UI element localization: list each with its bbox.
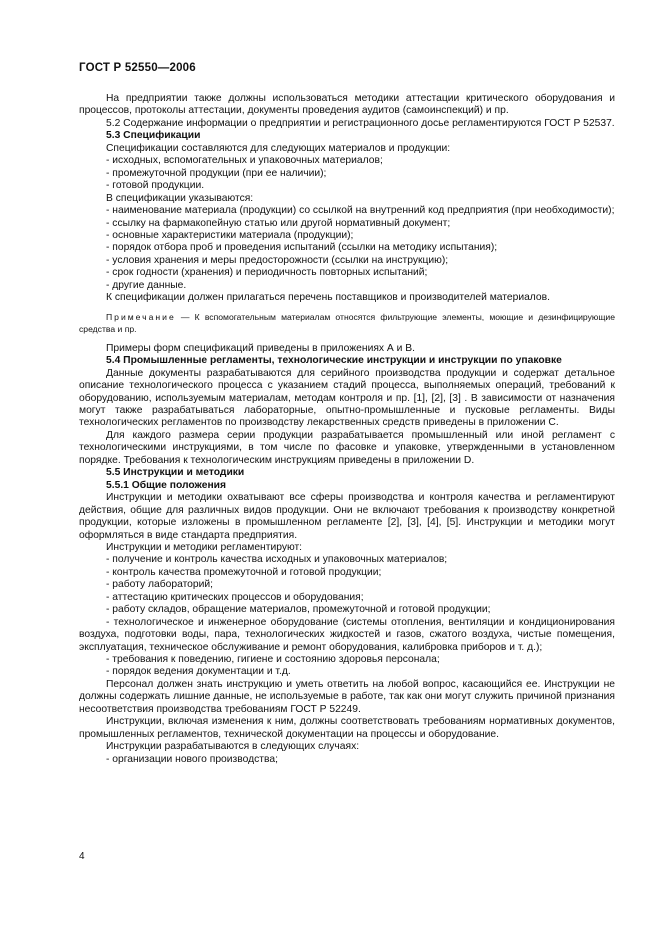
note-text: — К вспомогательным материалам относятся фильтрующие элементы, моющие и дезинфицирующие средства и пр. — [79, 311, 615, 334]
paragraph: На предприятии также должны использоваться методики аттестации критического оборудования и процессов, протоколы аттестации, документы проведения аудитов (самоинспекций) и пр. — [79, 93, 615, 117]
paragraph: Инструкции, включая изменения к ним, должны соответствовать требованиям нормативных документов, промышленных регламентов, технической документации на процессы и оборудование. — [79, 716, 615, 740]
paragraph: В спецификации указываются: — [106, 192, 254, 204]
paragraph: Примеры форм спецификаций приведены в приложениях А и В. — [106, 342, 416, 354]
paragraph: 5.2 Содержание информации о предприятии и регистрационного досье регламентируются ГОСТ Р 52537. — [106, 117, 615, 129]
list-item: - промежуточной продукции (при ее наличии); — [106, 167, 327, 179]
paragraph: Инструкции и методики охватывают все сферы производства и контроля качества и регламентируют действия, общие для различных видов продукции. Они не включают требования к производству конкретной продукции, которые изложены в промышленном регламенте [2], [3], [4], [5]. Инструкции и методики могут оформляться в виде стандарта предприятия. — [79, 492, 615, 541]
list-item: - исходных, вспомогательных и упаковочных материалов; — [106, 155, 383, 167]
paragraph: Инструкции и методики регламентируют: — [106, 541, 303, 553]
list-item: - порядок ведения документации и т.д. — [106, 666, 291, 678]
list-item: - технологическое и инженерное оборудование (системы отопления, вентиляции и кондиционирования воздуха, подготовки воды, пара, технологических жидкостей и газов, сжатого воздуха, чистые помещения, эксплуатация, техническое обслуживание и ремонт оборудования, калибровка приборов и т. д.); — [79, 616, 615, 653]
section-heading-5-3: 5.3 Спецификации — [106, 130, 201, 142]
note — [79, 311, 615, 335]
list-item: - наименование материала (продукции) со ссылкой на внутренний код предприятия (при необходимости); — [106, 205, 615, 217]
list-item: - работу складов, обращение материалов, промежуточной и готовой продукции; — [106, 604, 491, 616]
list-item: - условия хранения и меры предосторожности (ссылки на инструкцию); — [106, 254, 449, 266]
section-heading-5-4: 5.4 Промышленные регламенты, технологические инструкции и инструкции по упаковке — [106, 355, 562, 367]
list-item: - срок годности (хранения) и периодичность повторных испытаний; — [106, 267, 428, 279]
note-label: Примечание — [106, 311, 176, 322]
section-heading-5-5: 5.5 Инструкции и методики — [106, 467, 245, 479]
list-item: - требования к поведению, гигиене и состоянию здоровья персонала; — [106, 654, 440, 666]
paragraph: Для каждого размера серии продукции разрабатывается промышленный или иной регламент с технологическими инструкциями, в том числе по фасовке и упаковке, утвержденными в установленном порядке. Требования к технологическим инструкциям приведены в приложении D. — [79, 429, 615, 466]
paragraph: Персонал должен знать инструкцию и уметь ответить на любой вопрос, касающийся ее. Инструкции не должны содержать лишние данные, не используемые в работе, так как они могут служить причиной признания несоответствия производства требованиям ГОСТ Р 52249. — [79, 678, 615, 715]
list-item: - порядок отбора проб и проведения испытаний (ссылки на методику испытания); — [106, 242, 498, 254]
list-item: - работу лабораторий; — [106, 579, 213, 591]
page-number: 4 — [79, 851, 85, 862]
paragraph: Спецификации составляются для следующих материалов и продукции: — [106, 142, 451, 154]
list-item: - готовой продукции. — [106, 180, 205, 192]
list-item: - ссылку на фармакопейную статью или другой нормативный документ; — [106, 217, 451, 229]
list-item: - получение и контроль качества исходных и упаковочных материалов; — [106, 554, 448, 566]
section-heading-5-5-1: 5.5.1 Общие положения — [106, 479, 226, 491]
document-body — [79, 93, 615, 766]
list-item: - аттестацию критических процессов и оборудования; — [106, 591, 364, 603]
paragraph: Данные документы разрабатываются для серийного производства продукции и содержат детальное описание технологического процесса с указанием стадий процесса, выполняемых операций, требований к оборудованию, используемым материалам, методам контроля и пр. [1], [2], [3] . В зависимости от назначения могут также разрабатываться лабораторные, опытно-промышленные и пусковые регламенты. Виды технологических регламентов по производству лекарственных средств приведены в приложении С. — [79, 367, 615, 429]
paragraph: Инструкции разрабатываются в следующих случаях: — [106, 741, 360, 753]
list-item: - основные характеристики материала (продукции); — [106, 229, 354, 241]
list-item: - организации нового производства; — [106, 753, 278, 765]
list-item: - другие данные. — [106, 279, 187, 291]
list-item: - контроль качества промежуточной и готовой продукции; — [106, 566, 382, 578]
paragraph: К спецификации должен прилагаться перечень поставщиков и производителей материалов. — [106, 292, 550, 304]
document-header: ГОСТ Р 52550—2006 — [79, 62, 196, 74]
